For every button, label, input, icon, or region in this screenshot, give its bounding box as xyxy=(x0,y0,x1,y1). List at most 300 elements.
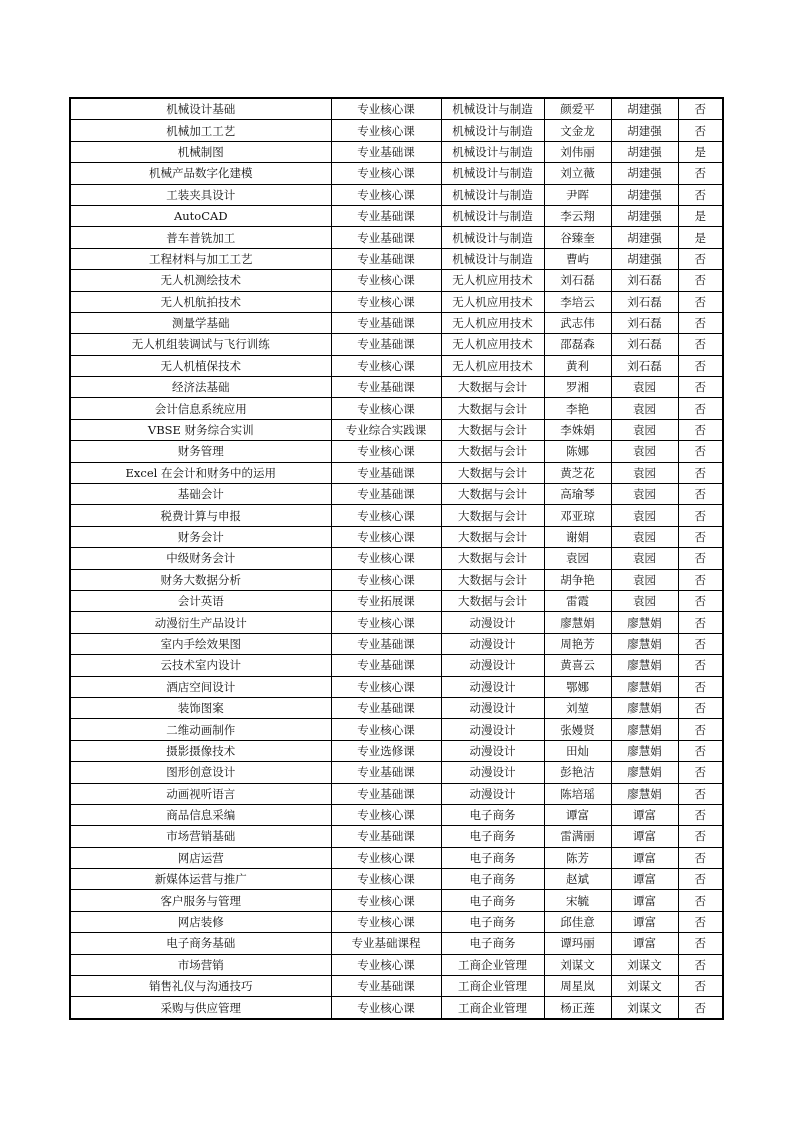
teacher-cell: 高瑜琴 xyxy=(544,484,611,505)
course-name-cell: 中级财务会计 xyxy=(70,548,331,569)
flag-cell: 否 xyxy=(678,847,723,868)
teacher-cell: 鄂娜 xyxy=(544,676,611,697)
flag-cell: 否 xyxy=(678,163,723,184)
teacher-cell: 廖慧娟 xyxy=(544,612,611,633)
flag-cell: 否 xyxy=(678,377,723,398)
table-row xyxy=(70,505,723,526)
course-type-cell: 专业核心课 xyxy=(331,441,441,462)
course-name-cell: 市场营销基础 xyxy=(70,826,331,847)
course-type-cell: 专业核心课 xyxy=(331,184,441,205)
course-name-cell: 网店装修 xyxy=(70,911,331,932)
flag-cell: 否 xyxy=(678,398,723,419)
table-row xyxy=(70,377,723,398)
lead-cell: 廖慧娟 xyxy=(611,633,678,654)
flag-cell: 否 xyxy=(678,890,723,911)
major-cell: 机械设计与制造 xyxy=(441,120,544,141)
major-cell: 大数据与会计 xyxy=(441,590,544,611)
lead-cell: 袁园 xyxy=(611,462,678,483)
major-cell: 大数据与会计 xyxy=(441,462,544,483)
major-cell: 大数据与会计 xyxy=(441,441,544,462)
major-cell: 电子商务 xyxy=(441,869,544,890)
lead-cell: 廖慧娟 xyxy=(611,783,678,804)
lead-cell: 胡建强 xyxy=(611,120,678,141)
table-row xyxy=(70,441,723,462)
table-row xyxy=(70,847,723,868)
major-cell: 无人机应用技术 xyxy=(441,312,544,333)
course-type-cell: 专业基础课 xyxy=(331,312,441,333)
lead-cell: 刘谋文 xyxy=(611,954,678,975)
course-table-body xyxy=(70,98,723,1019)
table-row xyxy=(70,655,723,676)
table-row xyxy=(70,248,723,269)
lead-cell: 谭富 xyxy=(611,869,678,890)
major-cell: 动漫设计 xyxy=(441,719,544,740)
teacher-cell: 陈芳 xyxy=(544,847,611,868)
table-row xyxy=(70,890,723,911)
lead-cell: 袁园 xyxy=(611,484,678,505)
major-cell: 动漫设计 xyxy=(441,633,544,654)
flag-cell: 否 xyxy=(678,762,723,783)
teacher-cell: 武志伟 xyxy=(544,312,611,333)
table-row xyxy=(70,526,723,547)
lead-cell: 廖慧娟 xyxy=(611,655,678,676)
course-table-page xyxy=(69,97,722,1020)
course-type-cell: 专业综合实践课 xyxy=(331,419,441,440)
flag-cell: 否 xyxy=(678,548,723,569)
flag-cell: 是 xyxy=(678,227,723,248)
course-name-cell: 工装夹具设计 xyxy=(70,184,331,205)
flag-cell: 否 xyxy=(678,355,723,376)
teacher-cell: 谭富 xyxy=(544,804,611,825)
lead-cell: 谭富 xyxy=(611,826,678,847)
major-cell: 无人机应用技术 xyxy=(441,270,544,291)
flag-cell: 否 xyxy=(678,954,723,975)
major-cell: 动漫设计 xyxy=(441,655,544,676)
course-type-cell: 专业核心课 xyxy=(331,954,441,975)
lead-cell: 袁园 xyxy=(611,505,678,526)
course-type-cell: 专业核心课 xyxy=(331,676,441,697)
course-type-cell: 专业基础课 xyxy=(331,697,441,718)
major-cell: 大数据与会计 xyxy=(441,569,544,590)
table-row xyxy=(70,612,723,633)
flag-cell: 否 xyxy=(678,419,723,440)
teacher-cell: 雷满丽 xyxy=(544,826,611,847)
flag-cell: 否 xyxy=(678,676,723,697)
flag-cell: 否 xyxy=(678,462,723,483)
course-name-cell: 图形创意设计 xyxy=(70,762,331,783)
teacher-cell: 赵斌 xyxy=(544,869,611,890)
course-type-cell: 专业基础课 xyxy=(331,484,441,505)
course-name-cell: 二维动画制作 xyxy=(70,719,331,740)
major-cell: 电子商务 xyxy=(441,890,544,911)
teacher-cell: 周星岚 xyxy=(544,976,611,997)
major-cell: 大数据与会计 xyxy=(441,484,544,505)
course-type-cell: 专业核心课 xyxy=(331,997,441,1019)
lead-cell: 刘谋文 xyxy=(611,976,678,997)
teacher-cell: 袁园 xyxy=(544,548,611,569)
teacher-cell: 尹晖 xyxy=(544,184,611,205)
teacher-cell: 谷臻奎 xyxy=(544,227,611,248)
major-cell: 动漫设计 xyxy=(441,762,544,783)
course-type-cell: 专业基础课 xyxy=(331,633,441,654)
major-cell: 电子商务 xyxy=(441,911,544,932)
lead-cell: 胡建强 xyxy=(611,163,678,184)
course-type-cell: 专业核心课 xyxy=(331,398,441,419)
lead-cell: 袁园 xyxy=(611,441,678,462)
flag-cell: 否 xyxy=(678,655,723,676)
lead-cell: 廖慧娟 xyxy=(611,719,678,740)
teacher-cell: 刘堃 xyxy=(544,697,611,718)
course-name-cell: 财务管理 xyxy=(70,441,331,462)
course-type-cell: 专业核心课 xyxy=(331,869,441,890)
major-cell: 动漫设计 xyxy=(441,697,544,718)
course-type-cell: 专业基础课程 xyxy=(331,933,441,954)
course-name-cell: 工程材料与加工工艺 xyxy=(70,248,331,269)
flag-cell: 否 xyxy=(678,976,723,997)
teacher-cell: 胡争艳 xyxy=(544,569,611,590)
teacher-cell: 刘伟丽 xyxy=(544,141,611,162)
flag-cell: 否 xyxy=(678,98,723,120)
flag-cell: 否 xyxy=(678,804,723,825)
lead-cell: 刘谋文 xyxy=(611,997,678,1019)
table-row xyxy=(70,548,723,569)
major-cell: 工商企业管理 xyxy=(441,997,544,1019)
table-row xyxy=(70,804,723,825)
flag-cell: 否 xyxy=(678,270,723,291)
major-cell: 电子商务 xyxy=(441,847,544,868)
course-type-cell: 专业基础课 xyxy=(331,783,441,804)
course-name-cell: 装饰图案 xyxy=(70,697,331,718)
teacher-cell: 刘立薇 xyxy=(544,163,611,184)
flag-cell: 否 xyxy=(678,291,723,312)
course-name-cell: 电子商务基础 xyxy=(70,933,331,954)
table-row xyxy=(70,419,723,440)
flag-cell: 否 xyxy=(678,312,723,333)
teacher-cell: 文金龙 xyxy=(544,120,611,141)
course-name-cell: 客户服务与管理 xyxy=(70,890,331,911)
major-cell: 动漫设计 xyxy=(441,612,544,633)
course-type-cell: 专业基础课 xyxy=(331,826,441,847)
major-cell: 机械设计与制造 xyxy=(441,98,544,120)
lead-cell: 胡建强 xyxy=(611,248,678,269)
table-row xyxy=(70,826,723,847)
course-name-cell: 市场营销 xyxy=(70,954,331,975)
course-name-cell: 无人机航拍技术 xyxy=(70,291,331,312)
major-cell: 大数据与会计 xyxy=(441,419,544,440)
teacher-cell: 杨正莲 xyxy=(544,997,611,1019)
major-cell: 工商企业管理 xyxy=(441,976,544,997)
table-row xyxy=(70,976,723,997)
table-row xyxy=(70,334,723,355)
major-cell: 动漫设计 xyxy=(441,740,544,761)
table-row xyxy=(70,163,723,184)
teacher-cell: 陈培瑶 xyxy=(544,783,611,804)
flag-cell: 否 xyxy=(678,120,723,141)
table-row xyxy=(70,355,723,376)
teacher-cell: 罗湘 xyxy=(544,377,611,398)
lead-cell: 廖慧娟 xyxy=(611,697,678,718)
flag-cell: 否 xyxy=(678,248,723,269)
major-cell: 动漫设计 xyxy=(441,783,544,804)
teacher-cell: 颜爱平 xyxy=(544,98,611,120)
flag-cell: 否 xyxy=(678,184,723,205)
course-name-cell: 商品信息采编 xyxy=(70,804,331,825)
course-name-cell: 财务会计 xyxy=(70,526,331,547)
course-type-cell: 专业选修课 xyxy=(331,740,441,761)
flag-cell: 否 xyxy=(678,933,723,954)
table-row xyxy=(70,569,723,590)
table-row xyxy=(70,869,723,890)
flag-cell: 否 xyxy=(678,569,723,590)
table-row xyxy=(70,141,723,162)
course-type-cell: 专业核心课 xyxy=(331,569,441,590)
teacher-cell: 刘谋文 xyxy=(544,954,611,975)
course-name-cell: 无人机组装调试与飞行训练 xyxy=(70,334,331,355)
major-cell: 无人机应用技术 xyxy=(441,334,544,355)
course-type-cell: 专业基础课 xyxy=(331,377,441,398)
course-type-cell: 专业核心课 xyxy=(331,505,441,526)
teacher-cell: 谭玛丽 xyxy=(544,933,611,954)
course-type-cell: 专业核心课 xyxy=(331,355,441,376)
course-name-cell: 采购与供应管理 xyxy=(70,997,331,1019)
major-cell: 电子商务 xyxy=(441,804,544,825)
course-type-cell: 专业核心课 xyxy=(331,548,441,569)
teacher-cell: 李培云 xyxy=(544,291,611,312)
course-name-cell: 室内手绘效果图 xyxy=(70,633,331,654)
course-name-cell: 机械设计基础 xyxy=(70,98,331,120)
course-type-cell: 专业核心课 xyxy=(331,291,441,312)
course-name-cell: 基础会计 xyxy=(70,484,331,505)
course-name-cell: 无人机植保技术 xyxy=(70,355,331,376)
table-row xyxy=(70,911,723,932)
flag-cell: 否 xyxy=(678,997,723,1019)
teacher-cell: 黄喜云 xyxy=(544,655,611,676)
teacher-cell: 黄芝花 xyxy=(544,462,611,483)
table-row xyxy=(70,462,723,483)
course-name-cell: 动漫衍生产品设计 xyxy=(70,612,331,633)
flag-cell: 否 xyxy=(678,612,723,633)
course-name-cell: 摄影摄像技术 xyxy=(70,740,331,761)
flag-cell: 否 xyxy=(678,484,723,505)
course-type-cell: 专业核心课 xyxy=(331,612,441,633)
teacher-cell: 周艳芳 xyxy=(544,633,611,654)
lead-cell: 胡建强 xyxy=(611,227,678,248)
major-cell: 机械设计与制造 xyxy=(441,141,544,162)
lead-cell: 谭富 xyxy=(611,804,678,825)
lead-cell: 廖慧娟 xyxy=(611,762,678,783)
lead-cell: 刘石磊 xyxy=(611,291,678,312)
lead-cell: 袁园 xyxy=(611,590,678,611)
major-cell: 机械设计与制造 xyxy=(441,184,544,205)
major-cell: 机械设计与制造 xyxy=(441,248,544,269)
teacher-cell: 李云翔 xyxy=(544,205,611,226)
course-name-cell: 税费计算与申报 xyxy=(70,505,331,526)
course-table xyxy=(69,97,724,1020)
flag-cell: 否 xyxy=(678,697,723,718)
table-row xyxy=(70,740,723,761)
lead-cell: 谭富 xyxy=(611,911,678,932)
course-type-cell: 专业核心课 xyxy=(331,163,441,184)
teacher-cell: 曹屿 xyxy=(544,248,611,269)
table-row xyxy=(70,762,723,783)
lead-cell: 袁园 xyxy=(611,526,678,547)
course-name-cell: 新媒体运营与推广 xyxy=(70,869,331,890)
teacher-cell: 谢娟 xyxy=(544,526,611,547)
course-name-cell: 网店运营 xyxy=(70,847,331,868)
course-name-cell: VBSE 财务综合实训 xyxy=(70,419,331,440)
course-name-cell: 机械产品数字化建模 xyxy=(70,163,331,184)
course-name-cell: 无人机测绘技术 xyxy=(70,270,331,291)
major-cell: 大数据与会计 xyxy=(441,377,544,398)
flag-cell: 否 xyxy=(678,826,723,847)
course-type-cell: 专业基础课 xyxy=(331,334,441,355)
teacher-cell: 彭艳洁 xyxy=(544,762,611,783)
flag-cell: 否 xyxy=(678,441,723,462)
major-cell: 电子商务 xyxy=(441,933,544,954)
major-cell: 无人机应用技术 xyxy=(441,291,544,312)
lead-cell: 刘石磊 xyxy=(611,270,678,291)
flag-cell: 否 xyxy=(678,869,723,890)
course-type-cell: 专业核心课 xyxy=(331,270,441,291)
table-row xyxy=(70,312,723,333)
course-name-cell: 财务大数据分析 xyxy=(70,569,331,590)
course-type-cell: 专业核心课 xyxy=(331,719,441,740)
table-row xyxy=(70,590,723,611)
table-row xyxy=(70,227,723,248)
table-row xyxy=(70,954,723,975)
lead-cell: 谭富 xyxy=(611,890,678,911)
course-type-cell: 专业基础课 xyxy=(331,462,441,483)
teacher-cell: 雷霞 xyxy=(544,590,611,611)
teacher-cell: 张嫚贤 xyxy=(544,719,611,740)
course-type-cell: 专业基础课 xyxy=(331,248,441,269)
course-type-cell: 专业基础课 xyxy=(331,227,441,248)
teacher-cell: 李艳 xyxy=(544,398,611,419)
major-cell: 工商企业管理 xyxy=(441,954,544,975)
course-type-cell: 专业核心课 xyxy=(331,804,441,825)
course-type-cell: 专业核心课 xyxy=(331,911,441,932)
table-row xyxy=(70,98,723,120)
teacher-cell: 陈娜 xyxy=(544,441,611,462)
flag-cell: 否 xyxy=(678,590,723,611)
flag-cell: 是 xyxy=(678,141,723,162)
major-cell: 大数据与会计 xyxy=(441,548,544,569)
table-row xyxy=(70,697,723,718)
course-name-cell: 测量学基础 xyxy=(70,312,331,333)
flag-cell: 否 xyxy=(678,911,723,932)
course-name-cell: 普车普铣加工 xyxy=(70,227,331,248)
course-type-cell: 专业基础课 xyxy=(331,205,441,226)
lead-cell: 刘石磊 xyxy=(611,334,678,355)
course-name-cell: 酒店空间设计 xyxy=(70,676,331,697)
lead-cell: 胡建强 xyxy=(611,141,678,162)
table-row xyxy=(70,270,723,291)
course-name-cell: 机械制图 xyxy=(70,141,331,162)
flag-cell: 否 xyxy=(678,740,723,761)
flag-cell: 否 xyxy=(678,526,723,547)
major-cell: 无人机应用技术 xyxy=(441,355,544,376)
table-row xyxy=(70,676,723,697)
major-cell: 大数据与会计 xyxy=(441,398,544,419)
course-type-cell: 专业核心课 xyxy=(331,98,441,120)
teacher-cell: 李姝娟 xyxy=(544,419,611,440)
lead-cell: 袁园 xyxy=(611,377,678,398)
course-name-cell: Excel 在会计和财务中的运用 xyxy=(70,462,331,483)
table-row xyxy=(70,291,723,312)
table-row xyxy=(70,633,723,654)
course-type-cell: 专业核心课 xyxy=(331,120,441,141)
major-cell: 电子商务 xyxy=(441,826,544,847)
teacher-cell: 宋毓 xyxy=(544,890,611,911)
lead-cell: 胡建强 xyxy=(611,184,678,205)
lead-cell: 刘石磊 xyxy=(611,355,678,376)
lead-cell: 廖慧娟 xyxy=(611,740,678,761)
lead-cell: 廖慧娟 xyxy=(611,612,678,633)
flag-cell: 否 xyxy=(678,633,723,654)
lead-cell: 刘石磊 xyxy=(611,312,678,333)
lead-cell: 胡建强 xyxy=(611,205,678,226)
course-type-cell: 专业拓展课 xyxy=(331,590,441,611)
course-type-cell: 专业基础课 xyxy=(331,141,441,162)
course-name-cell: 经济法基础 xyxy=(70,377,331,398)
lead-cell: 袁园 xyxy=(611,548,678,569)
major-cell: 大数据与会计 xyxy=(441,505,544,526)
course-type-cell: 专业核心课 xyxy=(331,526,441,547)
major-cell: 机械设计与制造 xyxy=(441,163,544,184)
major-cell: 动漫设计 xyxy=(441,676,544,697)
lead-cell: 谭富 xyxy=(611,933,678,954)
lead-cell: 谭富 xyxy=(611,847,678,868)
teacher-cell: 邓亚琼 xyxy=(544,505,611,526)
flag-cell: 是 xyxy=(678,205,723,226)
course-type-cell: 专业基础课 xyxy=(331,976,441,997)
lead-cell: 胡建强 xyxy=(611,98,678,120)
course-type-cell: 专业基础课 xyxy=(331,655,441,676)
table-row xyxy=(70,205,723,226)
course-name-cell: 动画视听语言 xyxy=(70,783,331,804)
table-row xyxy=(70,933,723,954)
table-row xyxy=(70,783,723,804)
table-row xyxy=(70,184,723,205)
table-row xyxy=(70,484,723,505)
course-name-cell: 云技术室内设计 xyxy=(70,655,331,676)
teacher-cell: 刘石磊 xyxy=(544,270,611,291)
flag-cell: 否 xyxy=(678,783,723,804)
table-row xyxy=(70,398,723,419)
course-type-cell: 专业核心课 xyxy=(331,890,441,911)
teacher-cell: 邱佳意 xyxy=(544,911,611,932)
course-name-cell: 销售礼仪与沟通技巧 xyxy=(70,976,331,997)
course-name-cell: AutoCAD xyxy=(70,205,331,226)
course-type-cell: 专业核心课 xyxy=(331,847,441,868)
course-name-cell: 机械加工工艺 xyxy=(70,120,331,141)
table-row xyxy=(70,997,723,1019)
lead-cell: 袁园 xyxy=(611,398,678,419)
major-cell: 机械设计与制造 xyxy=(441,227,544,248)
course-name-cell: 会计信息系统应用 xyxy=(70,398,331,419)
teacher-cell: 黄利 xyxy=(544,355,611,376)
teacher-cell: 田灿 xyxy=(544,740,611,761)
lead-cell: 袁园 xyxy=(611,569,678,590)
lead-cell: 廖慧娟 xyxy=(611,676,678,697)
table-row xyxy=(70,120,723,141)
teacher-cell: 邵磊森 xyxy=(544,334,611,355)
table-row xyxy=(70,719,723,740)
flag-cell: 否 xyxy=(678,719,723,740)
major-cell: 机械设计与制造 xyxy=(441,205,544,226)
course-name-cell: 会计英语 xyxy=(70,590,331,611)
flag-cell: 否 xyxy=(678,334,723,355)
